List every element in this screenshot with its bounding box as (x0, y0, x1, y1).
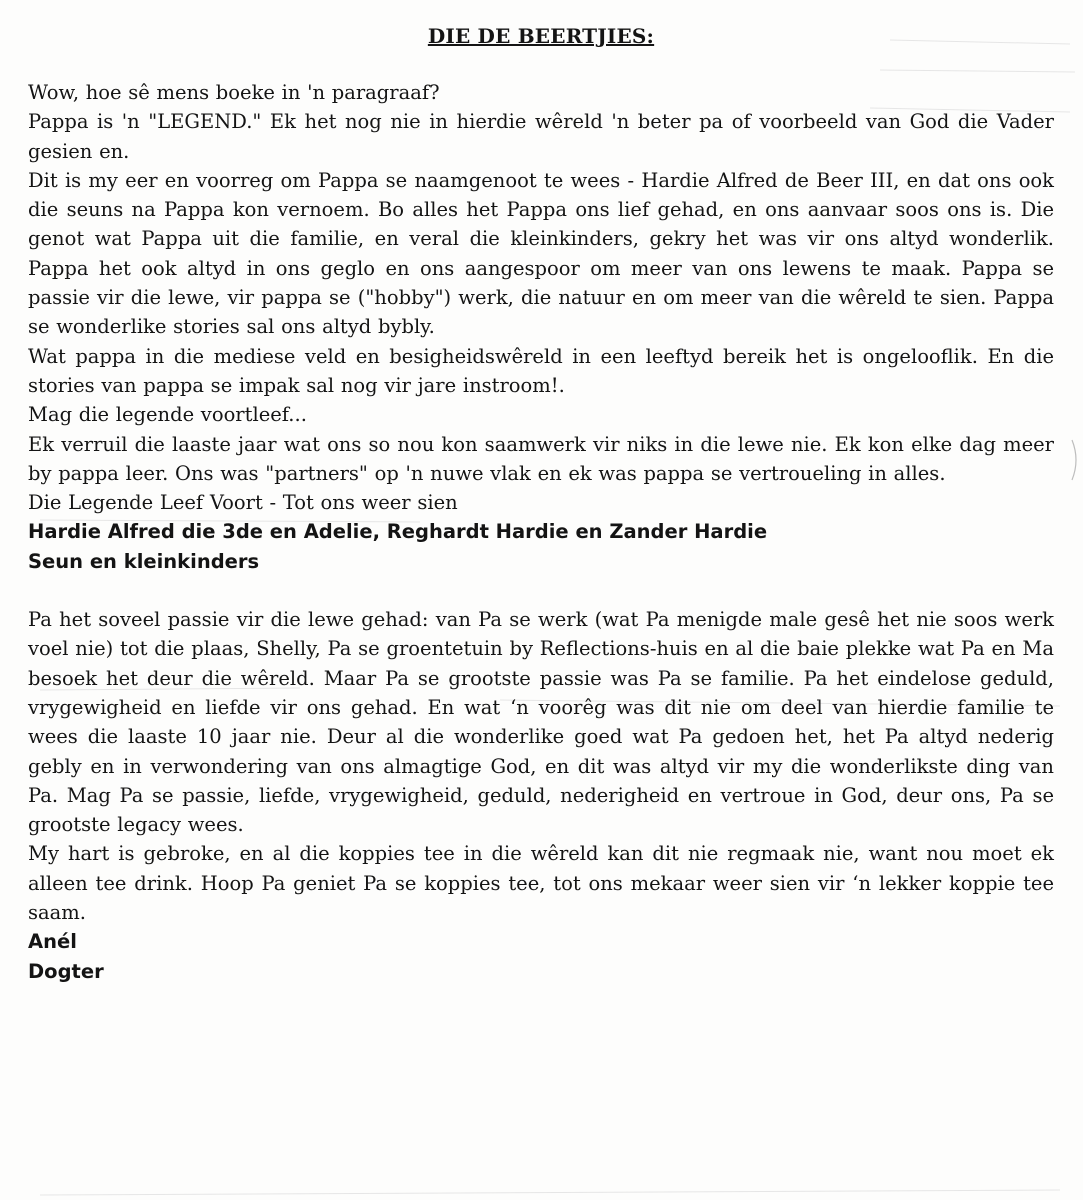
page-title: DIE DE BEERTJIES: (427, 24, 655, 48)
signature-names: Hardie Alfred die 3de en Adelie, Reghardt Hardie en Zander Hardie (28, 520, 768, 544)
paragraph: Pa het soveel passie vir die lewe gehad: van Pa se werk (wat Pa menigde male gesê het nie soos werk voel nie) tot die plaas, Shelly, Pa se groentetuin by Reflections-huis en al die baie plekke wat Pa en Ma besoek het deur die wêreld. Maar Pa se grootste passie was Pa se familie. Pa het eindelose geduld, vrygewigheid en liefde vir ons gehad. En wat ‘n voorêg was dit nie om deel van hierdie familie te wees die laaste 10 jaar nie. Deur al die wonderlike goed wat Pa gedoen het, het Pa altyd nederig gebly en in verwondering van ons almagtige God, en dit was altyd vir my die wonderlikste ding van Pa. Mag Pa se passie, liefde, vrygewigheid, geduld, nederigheid en vertroue in God, deur ons, Pa se grootste legacy wees. (28, 608, 1054, 837)
paragraph: Pappa is 'n "LEGEND." Ek het nog nie in hierdie wêreld 'n beter pa of voorbeeld van God die Vader gesien en. (28, 110, 1054, 163)
paragraph: Dit is my eer en voorreg om Pappa se naamgenoot te wees - Hardie Alfred de Beer III, en dat ons ook die seuns na Pappa kon vernoem. Bo alles het Pappa ons lief gehad, en ons aanvaar soos ons is. Die genot wat Pappa uit die familie, en veral die kleinkinders, gekry het was vir ons altyd wonderlik. Pappa het ook altyd in ons geglo en ons aangespoor om meer van ons lewens te maak. Pappa se passie vir die lewe, vir pappa se ("hobby") werk, die natuur en om meer van die wêreld te sien. Pappa se wonderlike stories sal ons altyd bybly. (28, 168, 1054, 339)
paragraph: Die Legende Leef Voort - Tot ons weer sien (28, 491, 458, 515)
paragraph: My hart is gebroke, en al die koppies tee in die wêreld kan dit nie regmaak nie, want nou moet ek alleen tee drink. Hoop Pa geniet Pa se koppies tee, tot ons mekaar weer sien vir ‘n lekker koppie tee saam. (28, 842, 1054, 925)
section-gap (28, 576, 1054, 605)
signature-name: Anél (28, 930, 77, 954)
paragraph: Ek verruil die laaste jaar wat ons so nou kon saamwerk vir niks in die lewe nie. Ek kon elke dag meer by pappa leer. Ons was "partners" op 'n nuwe vlak en ek was pappa se vertroueling in alles. (28, 432, 1054, 485)
document-body (28, 24, 1054, 986)
signature-relation: Seun en kleinkinders (28, 549, 260, 573)
paragraph: Wat pappa in die mediese veld en besigheidswêreld in een leeftyd bereik het is ongelooflik. En die stories van pappa se impak sal nog vir jare instroom!. (28, 344, 1054, 397)
paragraph: Mag die legende voortleef... (28, 403, 307, 427)
signature-relation: Dogter (28, 959, 104, 983)
paragraph: Wow, hoe sê mens boeke in 'n paragraaf? (28, 81, 440, 104)
tribute-son (28, 78, 1054, 576)
tribute-daughter (28, 605, 1054, 986)
